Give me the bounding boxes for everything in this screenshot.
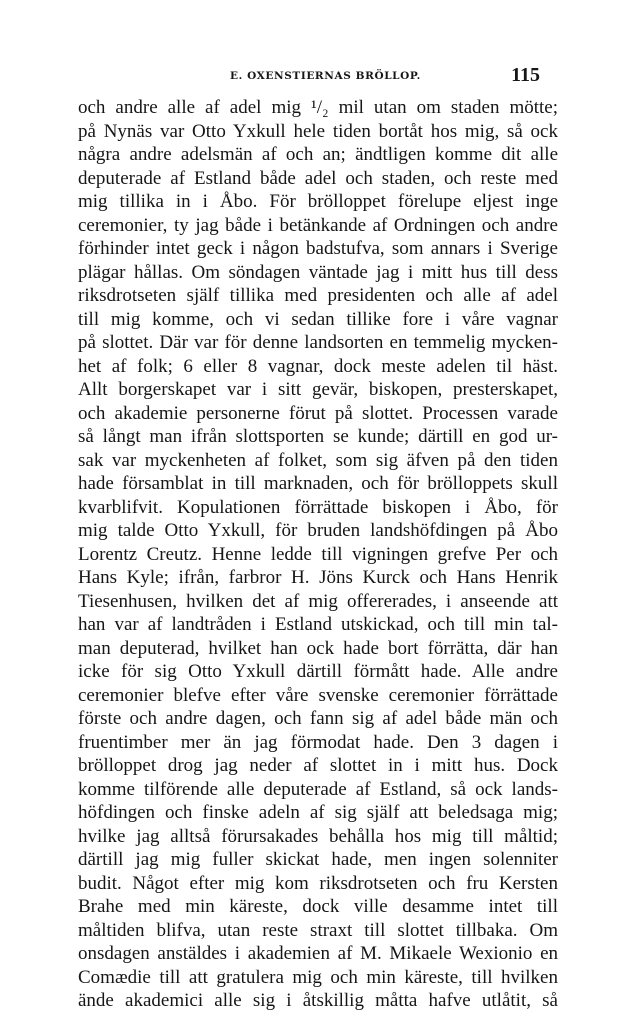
text-line: Hans Kyle; ifrån, farbror H. Jöns Kurck och Hans Henrik: [78, 567, 558, 588]
text-line: hade församblat in till marknaden, och för brölloppets skull: [78, 473, 558, 494]
text-line: deputerade af Estland både adel och staden, och reste med: [78, 167, 558, 189]
text-line: och andre alle af adel mig ¹/₂ mil utan om staden mötte;: [78, 97, 558, 118]
text-line: budit. Något efter mig kom riksdrotseten och fru Kersten: [78, 872, 558, 894]
text-line: höfdingen och finske adeln af sig själf att beledsaga mig;: [78, 802, 558, 823]
text-line: man deputerad, hvilket han ock hade bort förrätta, där han: [78, 637, 558, 659]
text-line: några andre adelsmän af och an; ändtligen komme dit alle: [78, 144, 558, 165]
text-line: hvilke jag alltså förursakades behålla hos mig till måltid;: [78, 825, 558, 847]
text-line: brölloppet drog jag neder af slottet in i mitt hus. Dock: [78, 755, 558, 776]
text-line: på Nynäs var Otto Yxkull hele tiden bortåt hos mig, så ock: [78, 120, 558, 142]
text-line: het af folk; 6 eller 8 vagnar, dock meste adelen til häst.: [78, 355, 558, 377]
text-line: förhinder intet geck i någon badstufva, som annars i Sverige: [78, 238, 558, 259]
text-line: fruentimber mer än jag förmodat hade. Den 3 dagen i: [78, 731, 558, 753]
text-line: Allt borgerskapet var i sitt gevär, biskopen, presterskapet,: [78, 379, 558, 400]
text-line: onsdagen anstäldes i akademien af M. Mikaele Wexionio en: [78, 943, 558, 964]
text-line: förste och andre dagen, och fann sig af adel både män och: [78, 708, 558, 729]
text-line: sak var myckenheten af folket, som sig äfven på den tiden: [78, 449, 558, 471]
text-line: därtill jag mig fuller skickat hade, men ingen solenniter: [78, 849, 558, 870]
text-line: komme tilförende alle deputerade af Estland, så ock lands-: [78, 778, 558, 800]
text-line: och akademie personerne förut på slottet. Processen varade: [78, 402, 558, 424]
text-line: kvarblifvit. Kopulationen förrättade biskopen i Åbo, för: [78, 496, 558, 518]
text-line: till mig komme, och vi sedan tillike fore i våre vagnar: [78, 308, 558, 330]
text-line: Comædie till att gratulera mig och min käreste, till hvilken: [78, 966, 558, 988]
page-number: 115: [511, 64, 540, 86]
text-line: Brahe med min käreste, dock ville desamme intet till: [78, 896, 558, 917]
text-line: han var af landtråden i Estland utskickad, och till min tal-: [78, 614, 558, 635]
text-line: ceremonier, ty jag både i betänkande af Ordningen och andre: [78, 214, 558, 236]
text-line: måltiden blifva, utan reste straxt till slottet tillbaka. Om: [78, 919, 558, 941]
text-line: på slottet. Där var för denne landsorten en temmelig mycken-: [78, 332, 558, 353]
text-line: icke för sig Otto Yxkull därtill förmått hade. Alle andre: [78, 661, 558, 682]
text-line: riksdrotseten själf tillika med presidenten och alle af adel: [78, 285, 558, 306]
running-title: E. OXENSTIERNAS BRÖLLOP.: [230, 70, 421, 82]
text-line: mig tillika in i Åbo. För brölloppet förelupe eljest inge: [78, 191, 558, 212]
text-line: mig talde Otto Yxkull, för bruden landshöfdingen på Åbo: [78, 520, 558, 541]
text-line: ceremonier blefve efter våre svenske ceremonier förrättade: [78, 684, 558, 706]
text-line: Tiesenhusen, hvilken det af mig offererades, i anseende att: [78, 590, 558, 612]
text-line: ände akademici alle sig i åtskillig måtta hafve utlåtit, så: [78, 990, 558, 1011]
running-head: [78, 64, 542, 88]
text-line: plägar hållas. Om söndagen väntade jag i mitt hus till dess: [78, 261, 558, 283]
text-line: så långt man ifrån slottsporten se kunde; därtill en god ur-: [78, 426, 558, 447]
body-text: [78, 96, 558, 1013]
text-line: Lorentz Creutz. Henne ledde till vigningen grefve Per och: [78, 543, 558, 565]
